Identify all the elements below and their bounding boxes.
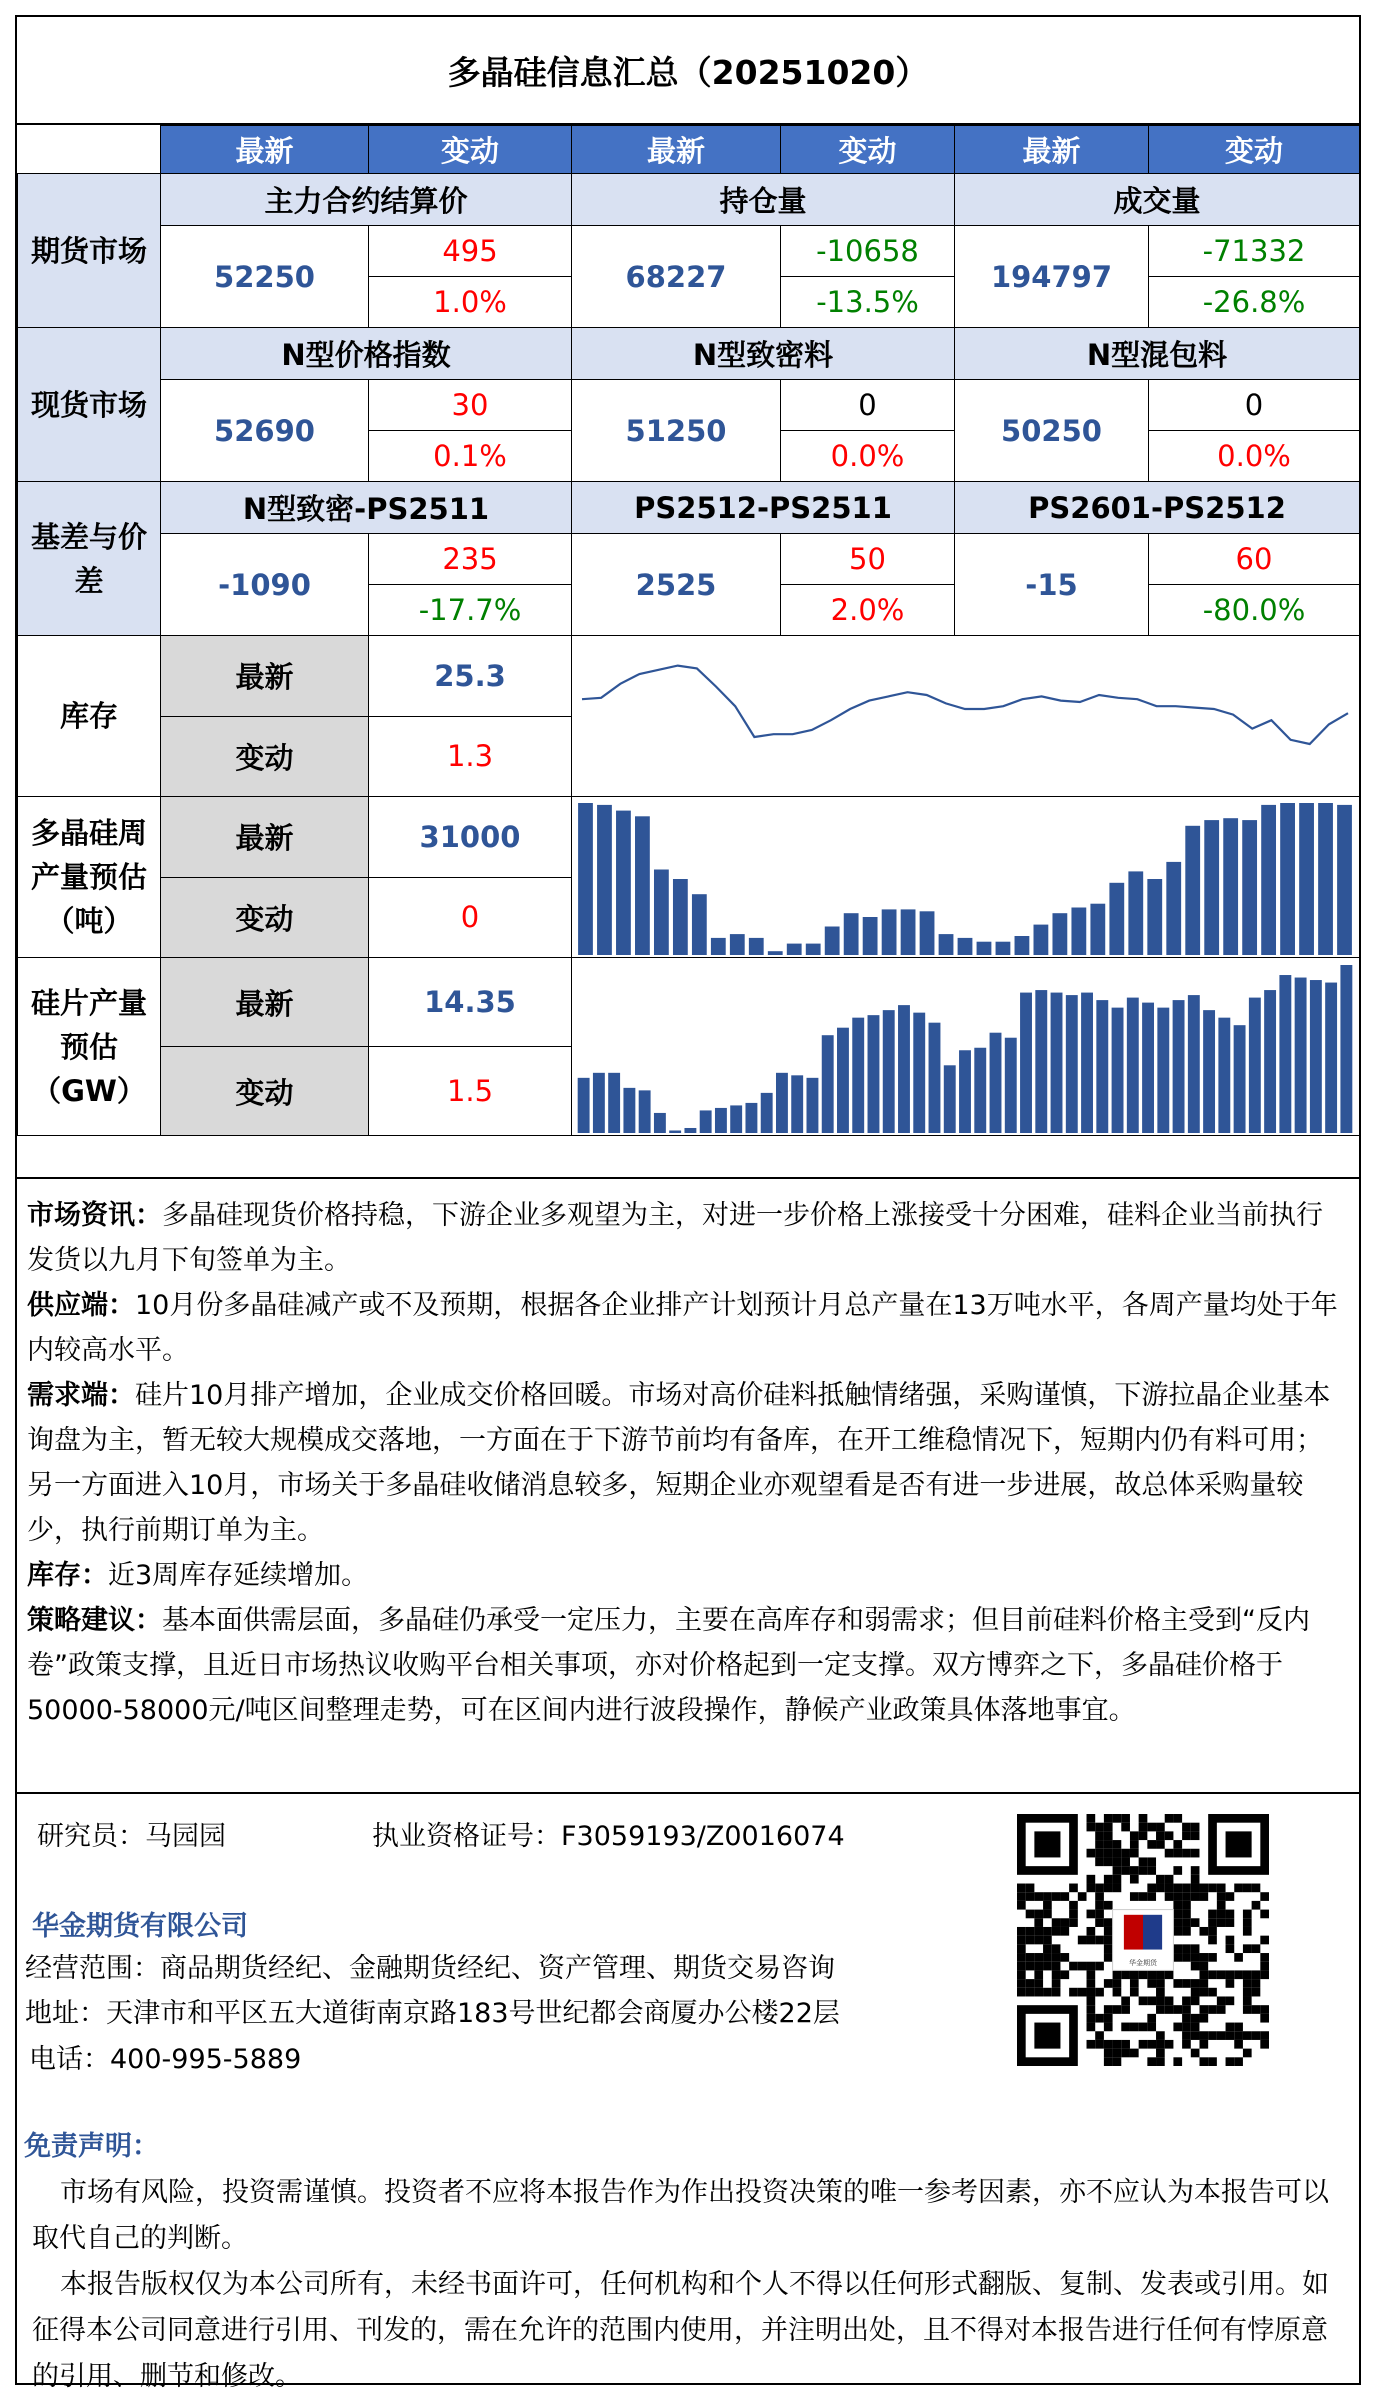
- weekly-output-bar: [578, 803, 593, 955]
- wafer-output-bar: [852, 1017, 864, 1132]
- futures-change: -10658: [781, 226, 955, 277]
- wafer-output-bar: [913, 1012, 925, 1132]
- basis-latest: -15: [955, 534, 1149, 636]
- basis-change: 50: [781, 534, 955, 585]
- basis-latest: 2525: [572, 534, 781, 636]
- spot-latest: 52690: [161, 380, 369, 482]
- wafer-output-bar: [639, 1090, 651, 1133]
- wafer-output-bar: [929, 1022, 941, 1132]
- wafer-output-bar: [974, 1047, 986, 1132]
- wafer-output-bar: [1173, 1000, 1185, 1133]
- market-news: 市场资讯：多晶硅现货价格持稳，下游企业多观望为主，对进一步价格上涨接受十分困难，硅料企业当前执行发货以九月下旬签单为主。: [27, 1200, 1323, 1276]
- wafer-output-change: 1.5: [369, 1047, 572, 1136]
- page-title: 多晶硅信息汇总（20251020）: [17, 17, 1359, 125]
- weekly-output-bar: [597, 805, 612, 955]
- weekly-output-bar: [1034, 925, 1049, 955]
- basis-change: 60: [1149, 534, 1360, 585]
- disclaimer-paragraph: 本报告版权仅为本公司所有，未经书面许可，任何机构和个人不得以任何形式翻版、复制、发表或引用。如征得本公司同意进行引用、刊发的，需在允许的范围内使用，并注明出处，且不得对本报告进行任何有悖原意的引用、删节和修改。: [32, 2269, 1329, 2392]
- wafer-output-bar: [837, 1027, 849, 1132]
- weekly-output-bar: [1299, 803, 1314, 955]
- business-scope: 经营范围：商品期货经纪、金融期货经纪、资产管理、期货交易咨询: [25, 1953, 835, 1984]
- weekly-output-bar: [806, 944, 821, 955]
- weekly-output-bar: [654, 870, 669, 956]
- demand-side: 需求端：硅片10月排产增加，企业成交价格回暖。市场对高价硅料抵触情绪强，采购谨慎，下游拉晶企业基本询盘为主，暂无较大规模成交落地，一方面在于下游节前均有备库，在开工维稳情况下，短期内仍有料可用；另一方面进入10月，市场关于多晶硅收储消息较多，短期企业亦观望看是否有进一步进展，故总体采购量较少，执行前期订单为主。: [27, 1380, 1331, 1546]
- wafer-output-bar: [959, 1050, 971, 1133]
- wafer-output-bar: [745, 1102, 757, 1132]
- weekly-output-label: 多晶硅周产量预估（吨）: [18, 797, 161, 958]
- license-number: 执业资格证号：F3059193/Z0016074: [372, 1821, 845, 1852]
- wafer-output-bar: [1127, 997, 1139, 1132]
- weekly-output-bar: [825, 927, 840, 956]
- disclaimer: [24, 2124, 1347, 2400]
- futures-col-name: 成交量: [955, 174, 1360, 226]
- wafer-output-bar: [868, 1015, 880, 1133]
- wafer-output-bar: [1066, 995, 1078, 1133]
- weekly-output-bar: [939, 934, 954, 955]
- basis-latest: -1090: [161, 534, 369, 636]
- weekly-output-bar: [901, 909, 916, 955]
- basis-change: 235: [369, 534, 572, 585]
- weekly-output-bar: [768, 951, 783, 955]
- weekly-output-bar: [692, 894, 707, 955]
- weekly-output-bar: [1223, 818, 1238, 955]
- wafer-output-bar: [1264, 990, 1276, 1133]
- wafer-output-bar: [1234, 1025, 1246, 1133]
- futures-latest: 194797: [955, 226, 1149, 328]
- weekly-output-bar: [1015, 936, 1030, 955]
- company-phone: 电话：400-995-5889: [29, 2044, 302, 2075]
- wafer-output-bar: [1035, 990, 1047, 1133]
- inventory-label: 库存: [18, 636, 161, 797]
- header-row: [18, 126, 1360, 174]
- weekly-output-bar: [749, 938, 764, 955]
- weekly-output-bar: [711, 938, 726, 955]
- futures-change: -71332: [1149, 226, 1360, 277]
- report-page: [15, 15, 1361, 2392]
- weekly-output-bar: [977, 942, 992, 955]
- wafer-output-bar: [623, 1087, 635, 1132]
- futures-col-name: 主力合约结算价: [161, 174, 572, 226]
- spot-pct: 0.0%: [781, 431, 955, 482]
- wafer-output-bar: [1249, 997, 1261, 1132]
- weekly-output-bar: [1204, 820, 1219, 955]
- wafer-output-bar: [1295, 977, 1307, 1132]
- wafer-output-bar: [684, 1127, 696, 1132]
- wafer-output-latest: 14.35: [369, 958, 572, 1047]
- weekly-output-change: 0: [369, 877, 572, 958]
- disclaimer-paragraph: 市场有风险，投资需谨慎。投资者不应将本报告作为作出投资决策的唯一参考因素，亦不应认为本报告可以取代自己的判断。: [32, 2177, 1329, 2254]
- wafer-output-change-label: 变动: [161, 1047, 369, 1136]
- basis-col-name: PS2601-PS2512: [955, 482, 1360, 534]
- wafer-output-bar: [807, 1077, 819, 1132]
- header-change: 变动: [1149, 126, 1360, 174]
- spot-change: 0: [1149, 380, 1360, 431]
- basis-pct: -80.0%: [1149, 585, 1360, 636]
- wafer-output-bar: [1112, 1007, 1124, 1132]
- futures-pct: -13.5%: [781, 277, 955, 328]
- company-name: 华金期货有限公司: [32, 1911, 248, 1942]
- weekly-output-bar: [1166, 862, 1181, 955]
- spot-pct: 0.0%: [1149, 431, 1360, 482]
- futures-label: 期货市场: [18, 174, 161, 328]
- wafer-output-bar: [1203, 1010, 1215, 1133]
- wafer-output-bar: [990, 1032, 1002, 1132]
- strategy-advice: 策略建议：基本面供需层面，多晶硅仍承受一定压力，主要在高库存和弱需求；但目前硅料价格主受到“反内卷”政策支撑，且近日市场热议收购平台相关事项，亦对价格起到一定支撑。双方博弈之下，多晶硅价格于50000-58000元/吨区间整理走势，可在区间内进行波段操作，静候产业政策具体落地事宜。: [27, 1605, 1310, 1726]
- wafer-output-bar: [654, 1112, 666, 1132]
- wafer-output-label: 硅片产量预估（GW）: [18, 958, 161, 1136]
- wafer-output-bar: [1020, 992, 1032, 1132]
- qr-logo-text: 华金期货: [1129, 1959, 1157, 1968]
- wafer-output-bar: [1005, 1037, 1017, 1132]
- inventory-chart-cell: [572, 636, 1360, 797]
- futures-latest: 68227: [572, 226, 781, 328]
- wafer-output-bar: [578, 1077, 590, 1132]
- weekly-output-bar: [1052, 913, 1067, 955]
- wafer-output-bar: [776, 1072, 788, 1132]
- weekly-output-bar: [787, 944, 802, 955]
- spot-change: 0: [781, 380, 955, 431]
- weekly-output-bar-chart: [572, 797, 1358, 957]
- futures-pct: 1.0%: [369, 277, 572, 328]
- wafer-output-bar: [1096, 1000, 1108, 1133]
- weekly-output-bar: [996, 942, 1011, 955]
- weekly-output-bar: [616, 811, 631, 955]
- market-info-section: [17, 1177, 1359, 1792]
- spot-pct: 0.1%: [369, 431, 572, 482]
- basis-pct: -17.7%: [369, 585, 572, 636]
- header-change: 变动: [781, 126, 955, 174]
- wafer-output-bar: [1051, 992, 1063, 1132]
- weekly-output-bar: [863, 917, 878, 955]
- summary-table: [17, 125, 1360, 1136]
- futures-change: 495: [369, 226, 572, 277]
- wafer-output-bar: [730, 1105, 742, 1133]
- weekly-output-change-label: 变动: [161, 877, 369, 958]
- wafer-output-bar: [1157, 1007, 1169, 1132]
- weekly-output-bar: [673, 879, 688, 955]
- wafer-output-bar: [761, 1092, 773, 1132]
- weekly-output-bar: [1128, 871, 1143, 955]
- weekly-output-bar: [1261, 805, 1276, 955]
- wafer-output-bar: [1325, 982, 1337, 1132]
- weekly-output-bar: [1185, 826, 1200, 955]
- inventory-series-line: [582, 666, 1348, 744]
- wafer-output-bar: [1188, 995, 1200, 1133]
- weekly-output-bar: [1318, 803, 1333, 955]
- supply-side: 供应端：10月份多晶硅减产或不及预期，根据各企业排产计划预计月总产量在13万吨水平，各周产量均处于年内较高水平。: [27, 1290, 1338, 1366]
- weekly-output-bar: [1090, 904, 1105, 955]
- spot-change: 30: [369, 380, 572, 431]
- weekly-output-bar: [1109, 883, 1124, 955]
- weekly-output-bar: [1337, 805, 1352, 955]
- footer: [17, 1792, 1359, 2392]
- wafer-output-bar: [898, 1005, 910, 1133]
- weekly-output-bar: [1147, 879, 1162, 955]
- inventory-change-label: 变动: [161, 716, 369, 797]
- weekly-output-bar: [882, 909, 897, 955]
- basis-col-name: N型致密-PS2511: [161, 482, 572, 534]
- wafer-output-bar: [1340, 965, 1352, 1133]
- inventory-latest: 25.3: [369, 636, 572, 717]
- weekly-output-latest-label: 最新: [161, 797, 369, 878]
- researcher: 研究员：马园园: [37, 1821, 226, 1852]
- basis-col-name: PS2512-PS2511: [572, 482, 955, 534]
- wafer-output-bar: [944, 1065, 956, 1133]
- wafer-output-bar: [1310, 980, 1322, 1133]
- wafer-output-bar-chart: [572, 959, 1358, 1135]
- spot-latest: 50250: [955, 380, 1149, 482]
- weekly-output-bar: [635, 816, 650, 955]
- wafer-output-bar: [715, 1107, 727, 1132]
- wafer-output-bar: [669, 1130, 681, 1133]
- spot-latest: 51250: [572, 380, 781, 482]
- inventory-change: 1.3: [369, 716, 572, 797]
- wafer-output-latest-label: 最新: [161, 958, 369, 1047]
- header-latest: 最新: [955, 126, 1149, 174]
- spot-label: 现货市场: [18, 328, 161, 482]
- qr-code[interactable]: [1017, 1814, 1269, 2066]
- basis-label: 基差与价差: [18, 482, 161, 636]
- weekly-output-chart-cell: [572, 797, 1360, 958]
- spot-col-name: N型致密料: [572, 328, 955, 380]
- disclaimer-title: 免责声明：: [24, 2131, 159, 2162]
- weekly-output-latest: 31000: [369, 797, 572, 878]
- wafer-output-bar: [1081, 992, 1093, 1132]
- weekly-output-bar: [1071, 908, 1086, 956]
- wafer-output-chart-cell: [572, 958, 1360, 1136]
- header-change: 变动: [369, 126, 572, 174]
- spot-col-name: N型价格指数: [161, 328, 572, 380]
- weekly-output-bar: [1242, 820, 1257, 955]
- inventory-line-chart: [572, 636, 1358, 796]
- wafer-output-bar: [883, 1010, 895, 1133]
- header-latest: 最新: [161, 126, 369, 174]
- weekly-output-bar: [920, 911, 935, 955]
- spot-col-name: N型混包料: [955, 328, 1360, 380]
- header-latest: 最新: [572, 126, 781, 174]
- wafer-output-bar: [593, 1072, 605, 1132]
- futures-col-name: 持仓量: [572, 174, 955, 226]
- wafer-output-bar: [1218, 1017, 1230, 1132]
- wafer-output-bar: [822, 1035, 834, 1133]
- futures-pct: -26.8%: [1149, 277, 1360, 328]
- wafer-output-bar: [791, 1075, 803, 1133]
- wafer-output-bar: [1279, 975, 1291, 1133]
- wafer-output-bar: [1142, 1002, 1154, 1132]
- inventory-latest-label: 最新: [161, 636, 369, 717]
- company-address: 地址：天津市和平区五大道街南京路183号世纪都会商厦办公楼22层: [25, 1998, 840, 2029]
- weekly-output-bar: [1280, 803, 1295, 955]
- weekly-output-bar: [730, 934, 745, 955]
- wafer-output-bar: [608, 1072, 620, 1132]
- inventory-note: 库存：近3周库存延续增加。: [27, 1560, 369, 1591]
- weekly-output-bar: [958, 938, 973, 955]
- weekly-output-bar: [844, 913, 859, 955]
- wafer-output-bar: [700, 1110, 712, 1133]
- basis-pct: 2.0%: [781, 585, 955, 636]
- futures-latest: 52250: [161, 226, 369, 328]
